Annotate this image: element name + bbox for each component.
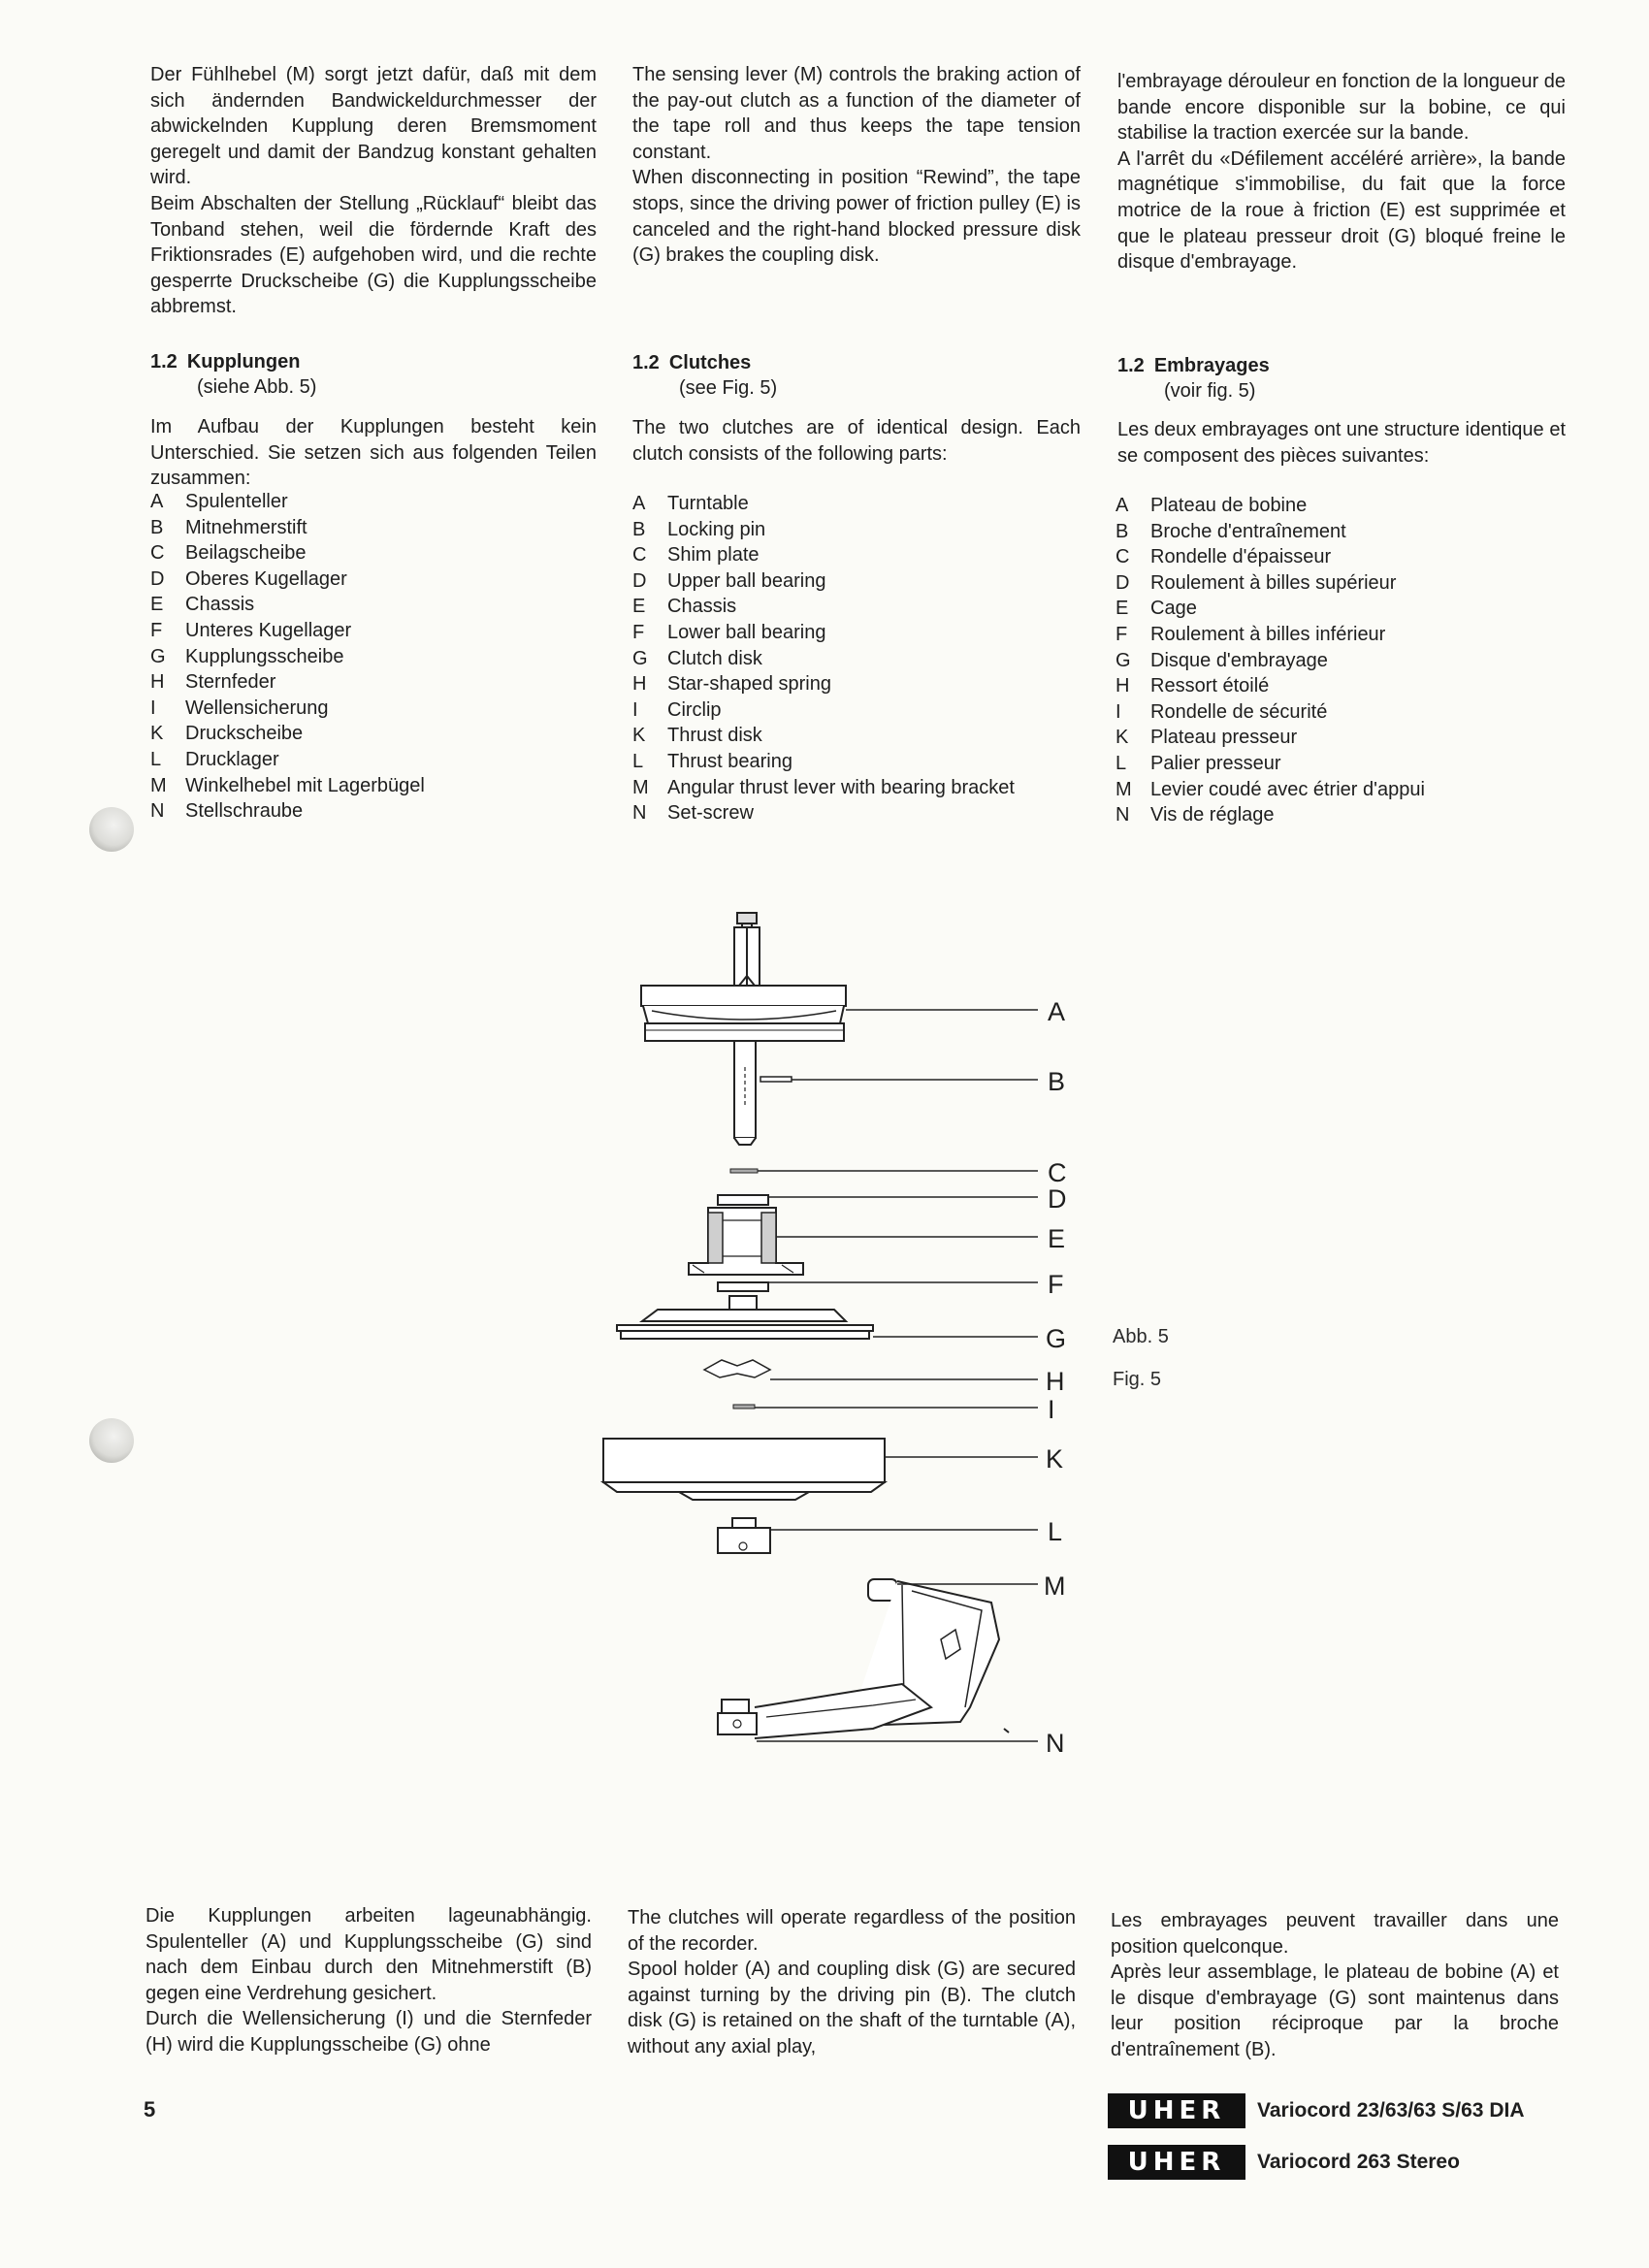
en-section-ref: (see Fig. 5) bbox=[679, 377, 778, 399]
fr-intro-p2: A l'arrêt du «Défilement accéléré arrière», la bande magnétique s'immobilise, du fait que la force motrice de la roue à friction (E) est supprimée et que le plateau presseur droit (G) bloqué freine le disque d'embrayage. bbox=[1117, 147, 1566, 274]
fr-closing-p2: Après leur assemblage, le plateau de bobine (A) et le disque d'embrayage (G) sont maintenus dans leur position réciproque par la broche d'entraînement (B). bbox=[1111, 1961, 1559, 2060]
list-item: G Kupplungsscheibe bbox=[150, 645, 344, 667]
en-intro-p1: The sensing lever (M) controls the braking action of the pay-out clutch as a function of the diameter of the tape roll and thus keeps the tape tension constant. bbox=[632, 64, 1081, 163]
en-closing-p2: Spool holder (A) and coupling disk (G) are secured against turning by the driving pin (B). The clutch disk (G) is retained on the shaft of the turntable (A), without any axial play, bbox=[628, 1959, 1076, 2057]
fr-section-text: Les deux embrayages ont une structure identique et se composent des pièces suivantes: bbox=[1117, 419, 1566, 467]
fr-section-ref: (voir fig. 5) bbox=[1164, 380, 1256, 402]
part-c-shim-plate bbox=[730, 1169, 758, 1173]
figure-label: F bbox=[1048, 1270, 1064, 1299]
list-item: K Plateau presseur bbox=[1116, 727, 1298, 749]
list-item: H Ressort étoilé bbox=[1116, 675, 1270, 697]
figure-caption-de: Abb. 5 bbox=[1113, 1326, 1169, 1347]
de-closing bbox=[146, 1903, 592, 2058]
list-item: D Upper ball bearing bbox=[632, 569, 826, 592]
list-item: M Levier coudé avec étrier d'appui bbox=[1116, 778, 1425, 800]
uher-logo: UHER bbox=[1108, 2093, 1245, 2128]
part-mn-lever-bracket bbox=[718, 1579, 1009, 1738]
part-i-circlip bbox=[733, 1405, 755, 1409]
part-g-clutch-disk bbox=[617, 1296, 873, 1339]
en-section-title: Clutches bbox=[668, 352, 752, 373]
part-a-turntable bbox=[641, 913, 846, 1145]
figure-label: B bbox=[1048, 1067, 1066, 1096]
figure-label: E bbox=[1048, 1224, 1066, 1253]
figure-label: C bbox=[1048, 1158, 1067, 1187]
list-item: I Wellensicherung bbox=[150, 697, 329, 719]
figure-label: M bbox=[1044, 1571, 1066, 1601]
list-item: H Sternfeder bbox=[150, 671, 276, 694]
list-item: I Circlip bbox=[632, 698, 722, 721]
list-item: M Angular thrust lever with bearing bracket bbox=[632, 776, 1015, 798]
uher-logo: UHER bbox=[1108, 2145, 1245, 2180]
list-item: K Druckscheibe bbox=[150, 723, 304, 745]
fr-section-number: 1.2 bbox=[1117, 355, 1145, 376]
fr-closing-p1: Les embrayages peuvent travailler dans une position quelconque. bbox=[1111, 1910, 1559, 1958]
part-h-star-spring bbox=[704, 1360, 770, 1377]
part-k-thrust-disk bbox=[603, 1439, 885, 1500]
figure-label: L bbox=[1048, 1517, 1063, 1546]
part-b-locking-pin bbox=[760, 1077, 792, 1082]
figure-label: H bbox=[1046, 1367, 1065, 1396]
list-item: K Thrust disk bbox=[632, 725, 762, 747]
list-item: F Roulement à billes inférieur bbox=[1116, 623, 1386, 645]
list-item: I Rondelle de sécurité bbox=[1116, 700, 1328, 723]
fr-closing bbox=[1111, 1908, 1559, 2063]
list-item: G Disque d'embrayage bbox=[1116, 649, 1328, 671]
list-item: E Chassis bbox=[632, 596, 737, 618]
de-section-title: Kupplungen bbox=[186, 351, 301, 373]
de-section-number: 1.2 bbox=[150, 351, 178, 373]
list-item: N Vis de réglage bbox=[1116, 804, 1275, 826]
figure-label: G bbox=[1046, 1324, 1067, 1353]
figure-label: D bbox=[1048, 1184, 1067, 1214]
en-section-text: The two clutches are of identical design. Each clutch consists of the following parts: bbox=[632, 417, 1081, 465]
list-item: B Mitnehmerstift bbox=[150, 516, 307, 538]
figure-label: A bbox=[1048, 997, 1066, 1026]
list-item: F Unteres Kugellager bbox=[150, 619, 352, 641]
list-item: L Palier presseur bbox=[1116, 752, 1281, 774]
list-item: N Set-screw bbox=[632, 802, 754, 825]
list-item: D Roulement à billes supérieur bbox=[1116, 571, 1397, 594]
de-intro-p2: Beim Abschalten der Stellung „Rücklauf“ bleibt das Tonband stehen, weil die fördernde Kraft des Friktionsrades (E) aufgehoben wird, und die rechte gesperrte Druckscheibe (G) die Kupplungsscheibe abbremst. bbox=[150, 192, 597, 318]
de-closing-p1: Die Kupplungen arbeiten lageunabhängig. Spulenteller (A) und Kupplungsscheibe (G) sind nach dem Einbau durch den Mitnehmerstift (B) gegen eine Verdrehung gesichert. bbox=[146, 1905, 592, 2004]
list-item: D Oberes Kugellager bbox=[150, 567, 347, 590]
list-item: A Spulenteller bbox=[150, 491, 288, 512]
page-number: 5 bbox=[144, 2097, 156, 2122]
de-section-text: Im Aufbau der Kupplungen besteht kein Unterschied. Sie setzen sich aus folgenden Teilen zusammen: bbox=[150, 416, 597, 490]
figure-caption-en: Fig. 5 bbox=[1113, 1369, 1162, 1390]
list-item: E Cage bbox=[1116, 598, 1197, 620]
model-name-2: Variocord 263 Stereo bbox=[1257, 2151, 1460, 2173]
list-item: C Shim plate bbox=[632, 544, 760, 567]
list-item: M Winkelhebel mit Lagerbügel bbox=[150, 774, 425, 796]
list-item: C Beilagscheibe bbox=[150, 542, 307, 565]
list-item: F Lower ball bearing bbox=[632, 621, 826, 643]
list-item: A Plateau de bobine bbox=[1116, 495, 1308, 516]
list-item: L Thrust bearing bbox=[632, 750, 792, 772]
de-section-ref: (siehe Abb. 5) bbox=[197, 376, 317, 398]
en-intro-p2: When disconnecting in position “Rewind”, the tape stops, since the driving power of friction pulley (E) is canceled and the right-hand blocked pressure disk (G) brakes the coupling disk. bbox=[632, 167, 1081, 267]
list-item: N Stellschraube bbox=[150, 800, 304, 823]
figure-label: K bbox=[1046, 1444, 1064, 1474]
en-section-number: 1.2 bbox=[632, 352, 660, 373]
fr-section-title: Embrayages bbox=[1153, 355, 1270, 376]
list-item: B Broche d'entraînement bbox=[1116, 520, 1346, 542]
part-l-thrust-bearing bbox=[718, 1518, 770, 1553]
list-item: C Rondelle d'épaisseur bbox=[1116, 546, 1332, 568]
figure-label: I bbox=[1048, 1395, 1055, 1424]
de-closing-p2: Durch die Wellensicherung (I) und die Sternfeder (H) wird die Kupplungsscheibe (G) ohne bbox=[146, 2008, 592, 2056]
list-item: L Drucklager bbox=[150, 748, 279, 770]
en-closing-p1: The clutches will operate regardless of the position of the recorder. bbox=[628, 1907, 1076, 1955]
list-item: G Clutch disk bbox=[632, 647, 762, 669]
brand-row-1 bbox=[1108, 2093, 1524, 2128]
en-closing bbox=[628, 1905, 1076, 2060]
part-def-bearing-assembly bbox=[689, 1195, 803, 1291]
brand-row-2 bbox=[1108, 2145, 1460, 2180]
list-item: H Star-shaped spring bbox=[632, 673, 831, 696]
figure-label: N bbox=[1046, 1729, 1065, 1758]
fr-intro-p1: l'embrayage dérouleur en fonction de la longueur de bande encore disponible sur la bobine, ce qui stabilise la traction exercée sur la bande. bbox=[1117, 71, 1566, 145]
model-name-1: Variocord 23/63/63 S/63 DIA bbox=[1257, 2099, 1525, 2122]
de-intro-p1: Der Fühlhebel (M) sorgt jetzt dafür, daß mit dem sich ändernden Bandwickeldurchmesser der abwickelnden Kupplung deren Bremsmoment geregelt und damit der Bandzug konstant gehalten wird. bbox=[150, 64, 597, 189]
list-item: A Turntable bbox=[632, 493, 749, 514]
list-item: E Chassis bbox=[150, 594, 255, 616]
list-item: B Locking pin bbox=[632, 518, 766, 540]
